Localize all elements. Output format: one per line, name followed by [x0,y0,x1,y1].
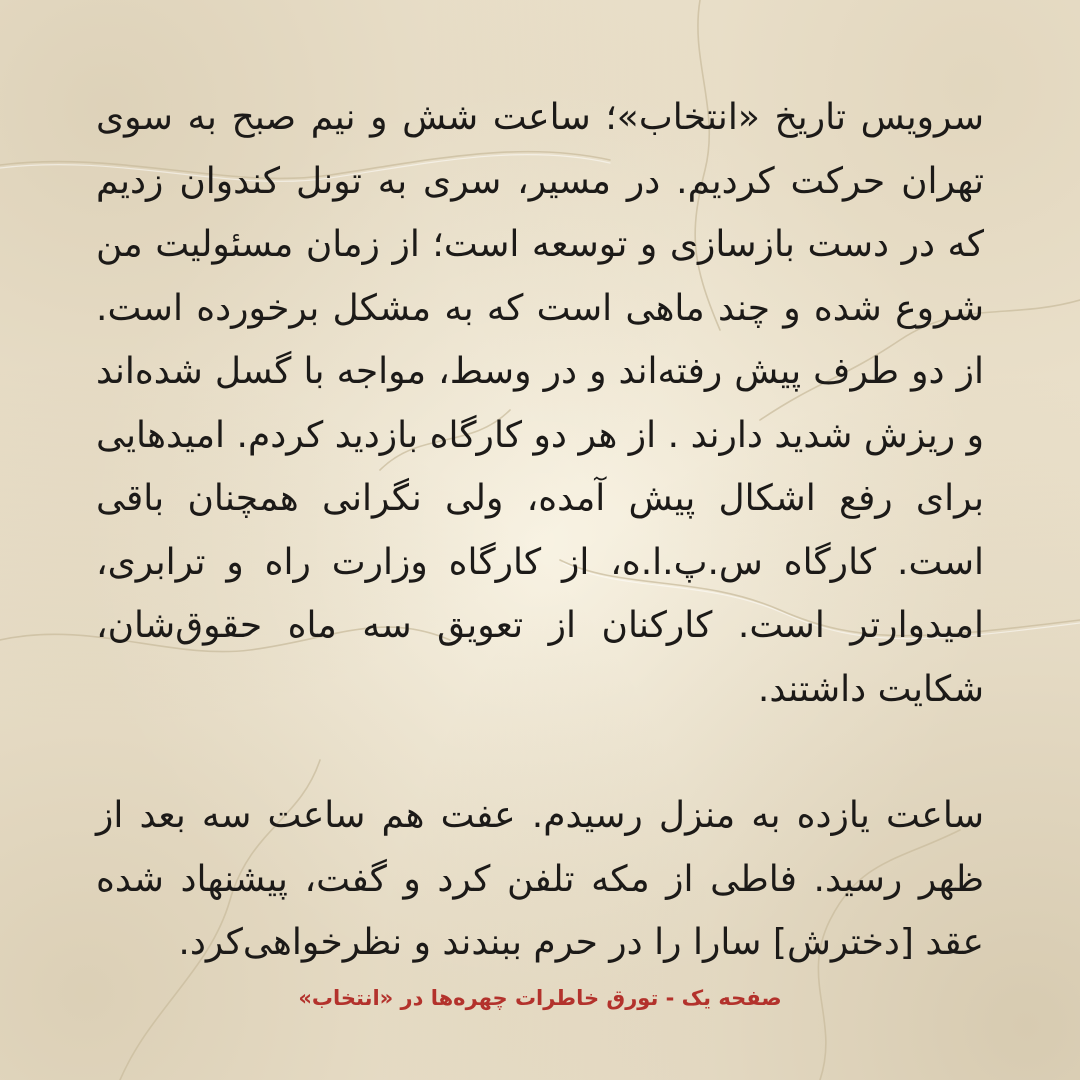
paragraph-1: سرویس تاریخ «انتخاب»؛ ساعت شش و نیم صبح به سوی تهران حرکت کردیم. در مسیر، سری به تونل کندوان زدیم که در دست بازسازی و توسعه است؛ از زمان مسئولیت من شروع شده و چند ماهی است که به مشکل برخورده است. از دو طرف پیش رفته‌اند و در وسط، مواجه با گسل شده‌اند و ریزش شدید دارند . از هر دو کارگاه بازدید کردم. امیدهایی برای رفع اشکال پیش آمده، ولی نگرانی همچنان باقی است. کارگاه س.پ.ا.ه، از کارگاه وزارت راه و ترابری، امیدوارتر است. کارکنان از تعویق سه ماه حقوق‌شان، شکایت داشتند. [96,97,984,710]
memoir-text [96,86,984,975]
page-caption: صفحه یک - تورق خاطرات چهره‌ها در «انتخاب» [298,986,782,1010]
paragraph-2: ساعت یازده به منزل رسیدم. عفت هم ساعت سه بعد از ظهر رسید. فاطی از مکه تلفن کرد و گفت، پیشنهاد شده عقد [دخترش] سارا را در حرم ببندند و نظرخواهی‌کرد. [96,795,984,963]
